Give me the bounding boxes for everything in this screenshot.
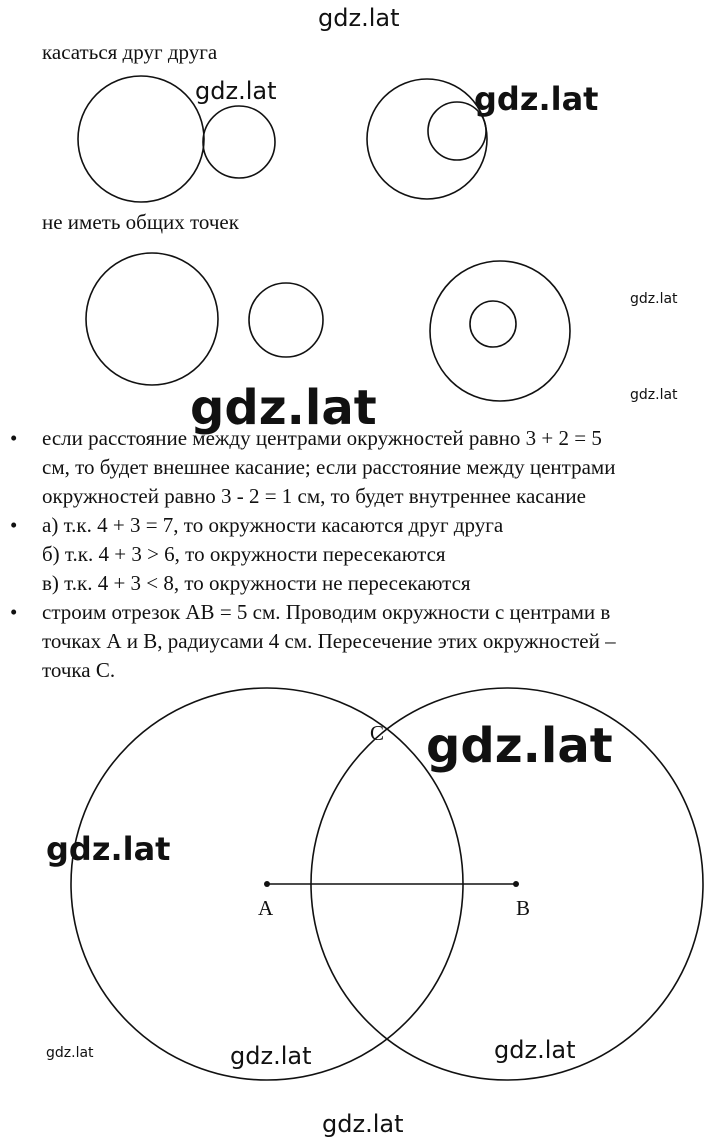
bullet-text [42,424,710,511]
watermark-fig2: gdz.lat [474,80,599,118]
bullet-dot: • [10,426,18,450]
watermark-top: gdz.lat [318,4,400,32]
text-line: б) т.к. 4 + 3 > 6, то окружности пересекаются [42,542,446,566]
watermark-footer: gdz.lat [322,1110,404,1138]
bullet-text [42,511,710,598]
watermark-bottom-left: gdz.lat [230,1042,312,1070]
bullet-item-cases [10,511,710,598]
watermark-left: gdz.lat [46,830,171,868]
circle-external-large [78,76,204,202]
point-a [264,881,270,887]
text-line: а) т.к. 4 + 3 = 7, то окружности касаются друг друга [42,513,504,537]
watermark-large-2: gdz.lat [426,718,613,774]
text-line: точках А и В, радиусами 4 см. Пересечение этих окружностей – [42,629,616,653]
watermark-small-2: gdz.lat [630,387,678,403]
circle-internal-large [367,79,487,199]
label-a: A [258,896,274,920]
label-c: C [370,721,385,745]
watermark-large-1: gdz.lat [190,380,377,436]
bullet-text [42,598,710,685]
heading-touch: касаться друг друга [42,40,218,64]
text-line: точка С. [42,658,116,682]
text-line: окружностей равно 3 - 2 = 1 см, то будет внутреннее касание [42,484,586,508]
bullet-dot: • [10,513,18,537]
text-line: в) т.к. 4 + 3 < 8, то окружности не пересекаются [42,571,471,595]
watermark-small-3: gdz.lat [46,1045,94,1061]
bullet-item-construction [10,598,710,685]
watermark-bottom-right: gdz.lat [494,1036,576,1064]
text-line: см, то будет внешнее касание; если расстояние между центрами [42,455,616,479]
text-line: строим отрезок АВ = 5 см. Проводим окружности с центрами в [42,600,611,624]
circle-separate-small [249,283,323,357]
bullet-item-distance [10,424,710,511]
bullet-dot: • [10,600,18,624]
circle-external-small [203,106,275,178]
circle-separate-large [86,253,218,385]
point-b [513,881,519,887]
heading-no-common-points: не иметь общих точек [42,210,239,234]
label-b: B [516,896,531,920]
circle-concentric-small [470,301,516,347]
circle-concentric-large [430,261,570,401]
text-line: если расстояние между центрами окружностей равно 3 + 2 = 5 [42,426,602,450]
watermark-fig1: gdz.lat [195,77,277,105]
watermark-small-1: gdz.lat [630,291,678,307]
bullet-list [10,424,710,685]
